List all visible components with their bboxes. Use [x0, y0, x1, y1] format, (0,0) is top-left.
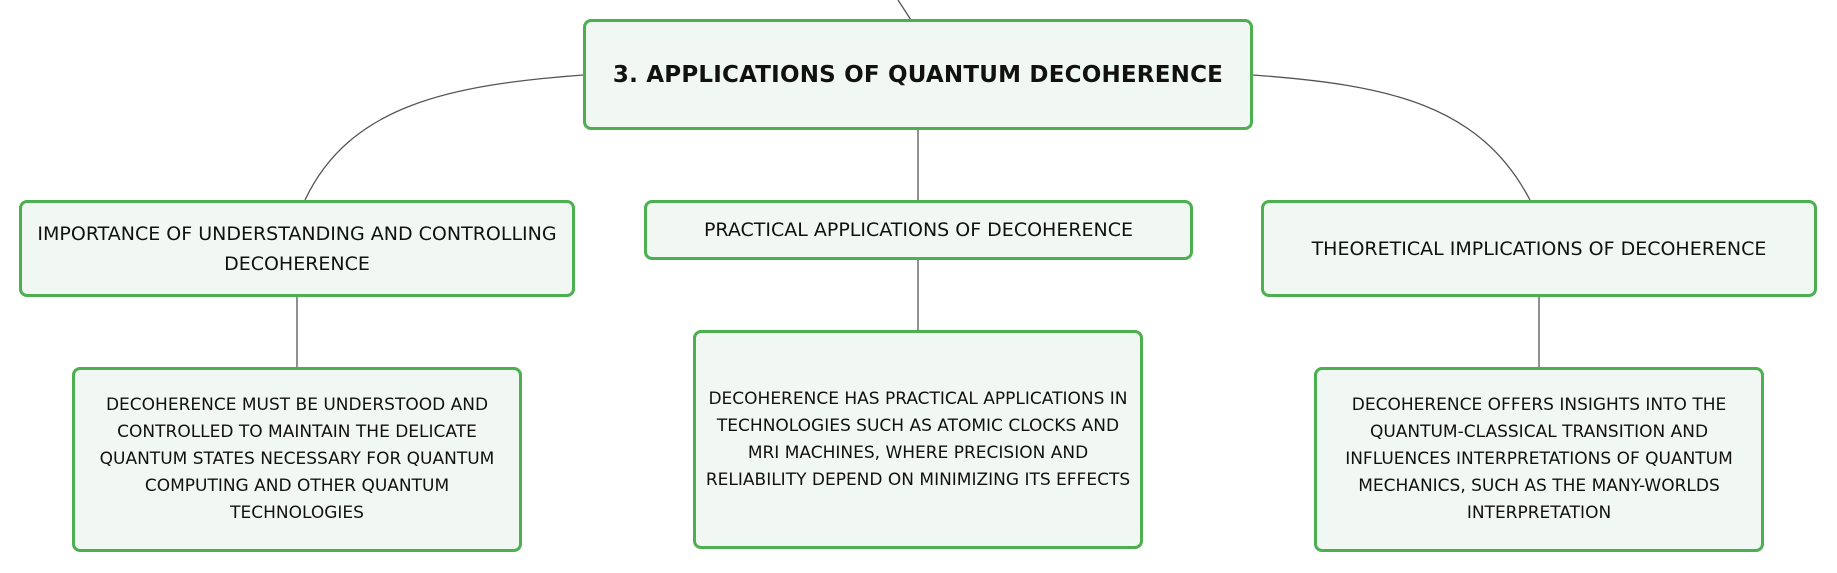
detail-node-theoretical[interactable]: [1314, 367, 1764, 552]
branch-label-theoretical: THEORETICAL IMPLICATIONS OF DECOHERENCE: [1311, 237, 1767, 260]
detail-node-importance[interactable]: [72, 367, 522, 552]
connector-root-to-branch-theoretical: [1253, 75, 1530, 200]
branch-node-theoretical[interactable]: [1261, 200, 1817, 297]
root-topic-node[interactable]: [583, 19, 1253, 130]
connector-root-to-branch-importance: [305, 75, 583, 200]
branch-node-importance[interactable]: [19, 200, 575, 297]
detail-node-practical[interactable]: [693, 330, 1143, 549]
branch-node-practical[interactable]: [644, 200, 1193, 260]
detail-text-practical: DECOHERENCE HAS PRACTICAL APPLICATIONS IN TECHNOLOGIES SUCH AS ATOMIC CLOCKS AND MRI MACHINES, WHERE PRECISION AND RELIABILITY DEPEND ON MINIMIZING ITS EFFECTS: [705, 388, 1131, 490]
detail-text-theoretical: DECOHERENCE OFFERS INSIGHTS INTO THE QUANTUM-CLASSICAL TRANSITION AND INFLUENCES INTERPRETATIONS OF QUANTUM MECHANICS, SUCH AS THE MANY-WORLDS INTERPRETATION: [1345, 395, 1733, 523]
connector-to-root-from-above: [898, 0, 911, 20]
detail-text-importance: DECOHERENCE MUST BE UNDERSTOOD AND CONTROLLED TO MAINTAIN THE DELICATE QUANTUM STATES NECESSARY FOR QUANTUM COMPUTING AND OTHER QUANTUM TECHNOLOGIES: [99, 395, 495, 523]
root-topic-title: 3. APPLICATIONS OF QUANTUM DECOHERENCE: [612, 61, 1224, 88]
branch-label-practical: PRACTICAL APPLICATIONS OF DECOHERENCE: [703, 219, 1134, 241]
branch-label-importance: IMPORTANCE OF UNDERSTANDING AND CONTROLLING DECOHERENCE: [37, 222, 557, 275]
